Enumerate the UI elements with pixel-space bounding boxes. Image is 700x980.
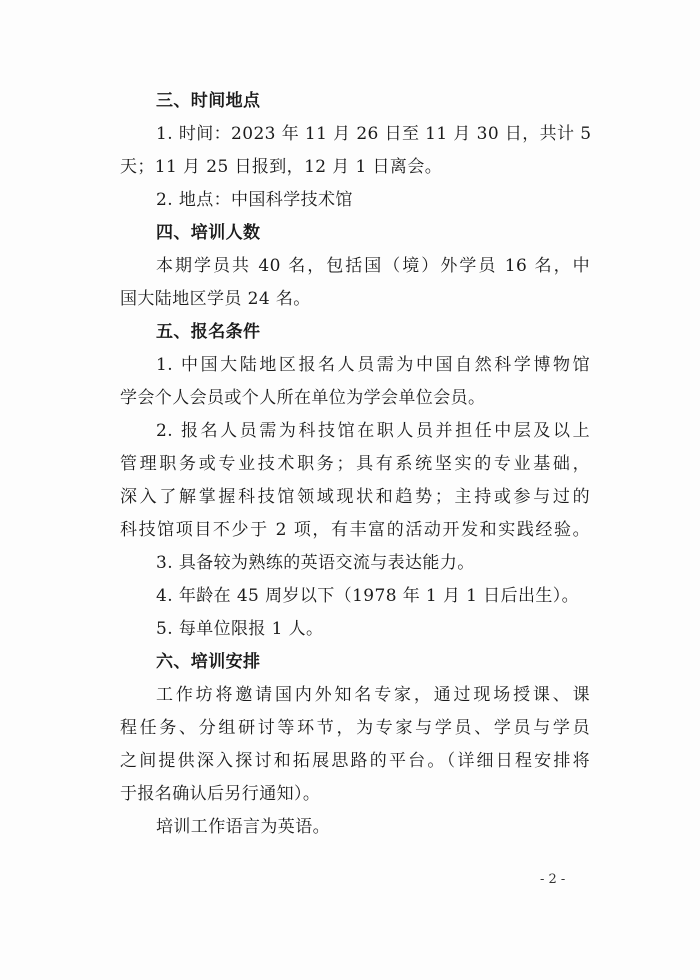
requirement-5: 5. 每单位限报 1 人。 [156, 619, 324, 639]
requirement-2-line4: 科技馆项目不少于 2 项，有丰富的活动开发和实践经验。 [120, 520, 590, 540]
requirement-2-line2: 管理职务或专业技术职务；具有系统坚实的专业基础， [120, 454, 590, 474]
requirement-3: 3. 具备较为熟练的英语交流与表达能力。 [156, 553, 475, 573]
requirement-2-line1: 2. 报名人员需为科技馆在职人员并担任中层及以上 [156, 421, 590, 441]
requirement-1-line2: 学会个人会员或个人所在单位为学会单位会员。 [120, 388, 486, 408]
time-text-line2: 天；11 月 25 日报到，12 月 1 日离会。 [120, 157, 443, 177]
section-heading-time-place: 三、时间地点 [156, 91, 261, 111]
arrangement-text-line2: 程任务、分组研讨等环节，为专家与学员、学员与学员 [120, 718, 590, 738]
page-number: - 2 - [540, 872, 566, 887]
document-body [120, 85, 590, 844]
language-text: 培训工作语言为英语。 [156, 817, 330, 837]
place-text: 2. 地点：中国科学技术馆 [156, 190, 353, 210]
time-text-line1: 1. 时间：2023 年 11 月 26 日至 11 月 30 日，共计 5 [156, 124, 592, 144]
requirement-4: 4. 年龄在 45 周岁以下（1978 年 1 月 1 日后出生）。 [156, 586, 580, 606]
section-heading-arrangement: 六、培训安排 [156, 652, 261, 672]
requirement-1-line1: 1. 中国大陆地区报名人员需为中国自然科学博物馆 [156, 355, 590, 375]
section-heading-trainees: 四、培训人数 [156, 223, 261, 243]
requirement-2-line3: 深入了解掌握科技馆领域现状和趋势；主持或参与过的 [120, 487, 590, 507]
arrangement-text-line1: 工作坊将邀请国内外知名专家，通过现场授课、课 [156, 685, 590, 705]
section-heading-requirements: 五、报名条件 [156, 322, 261, 342]
trainees-text-line1: 本期学员共 40 名，包括国（境）外学员 16 名，中 [156, 256, 590, 276]
arrangement-text-line3: 之间提供深入探讨和拓展思路的平台。（详细日程安排将 [120, 751, 590, 771]
trainees-text-line2: 国大陆地区学员 24 名。 [120, 289, 311, 309]
arrangement-text-line4: 于报名确认后另行通知）。 [120, 784, 321, 804]
